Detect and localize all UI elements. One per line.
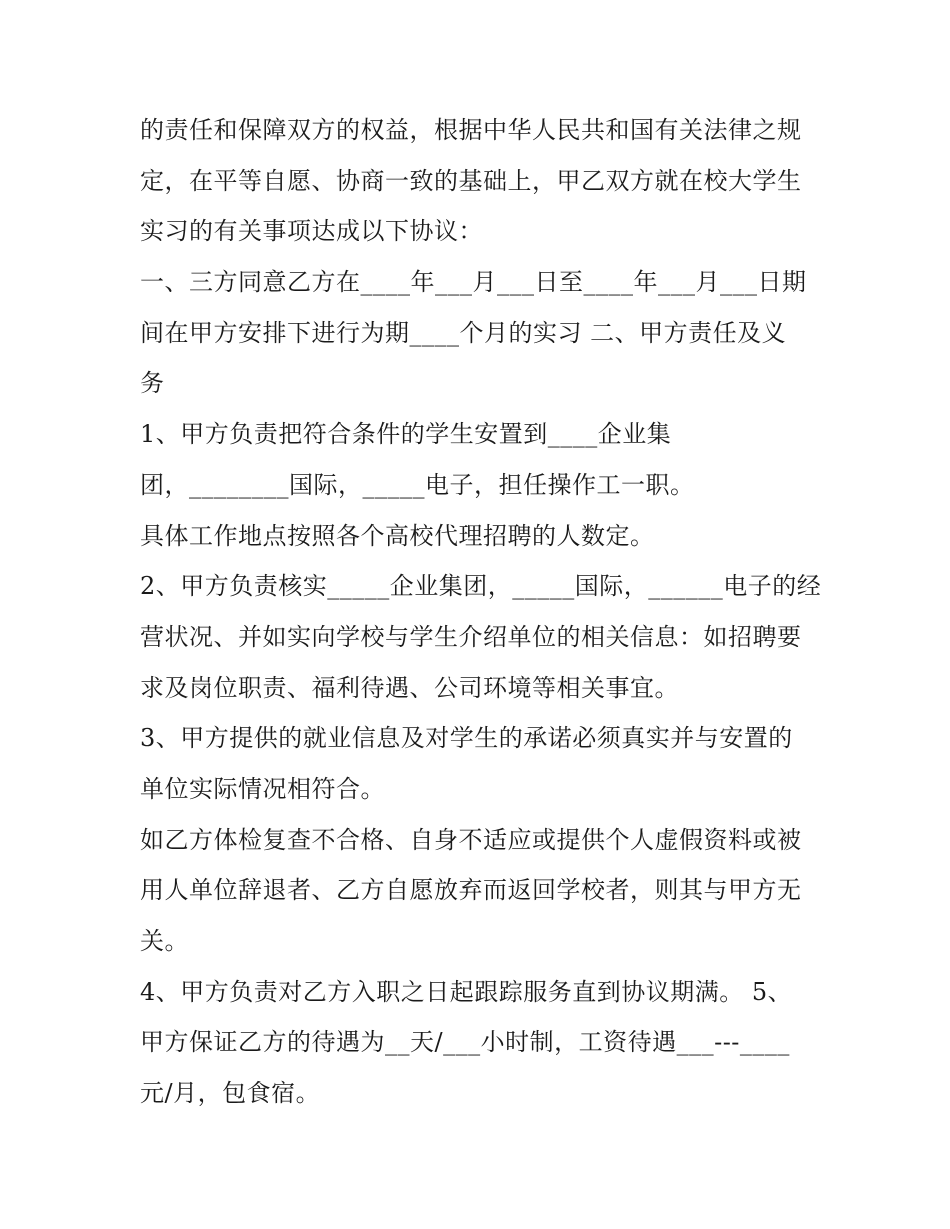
text-line: 3、甲方提供的就业信息及对学生的承诺必须真实并与安置的: [140, 724, 793, 753]
text-line: 营状况、并如实向学校与学生介绍单位的相关信息：如招聘要: [140, 622, 802, 651]
text-line: 定，在平等自愿、协商一致的基础上，甲乙双方就在校大学生: [140, 166, 802, 195]
text-line: 具体工作地点按照各个高校代理招聘的人数定。: [140, 521, 655, 550]
agreement-text: [140, 105, 820, 1119]
text-line: 团，________国际，_____电子，担任操作工一职。: [140, 470, 695, 499]
text-line: 间在甲方安排下进行为期____个月的实习 二、甲方责任及义: [140, 318, 787, 347]
text-line: 一、三方同意乙方在____年___月___日至____年___月___日期: [140, 268, 807, 297]
text-line: 的责任和保障双方的权益，根据中华人民共和国有关法律之规: [140, 116, 802, 144]
text-line: 2、甲方负责核实_____企业集团，_____国际，______电子的经: [140, 572, 822, 601]
text-line: 4、甲方负责对乙方入职之日起跟踪服务直到协议期满。 5、: [140, 977, 793, 1006]
text-line: 元/月，包食宿。: [140, 1079, 321, 1108]
text-line: 1、甲方负责把符合条件的学生安置到____企业集: [140, 420, 672, 449]
text-line: 关。: [140, 927, 189, 955]
text-line: 用人单位辞退者、乙方自愿放弃而返回学校者，则其与甲方无: [140, 876, 802, 905]
text-line: 求及岗位职责、福利待遇、公司环境等相关事宜。: [140, 673, 679, 702]
text-line: 实习的有关事项达成以下协议：: [140, 217, 483, 246]
text-line: 务: [140, 369, 165, 398]
text-line: 甲方保证乙方的待遇为__天/___小时制，工资待遇___---____: [140, 1028, 790, 1057]
text-line: 如乙方体检复查不合格、自身不适应或提供个人虚假资料或被: [140, 825, 802, 854]
text-line: 单位实际情况相符合。: [140, 774, 385, 803]
